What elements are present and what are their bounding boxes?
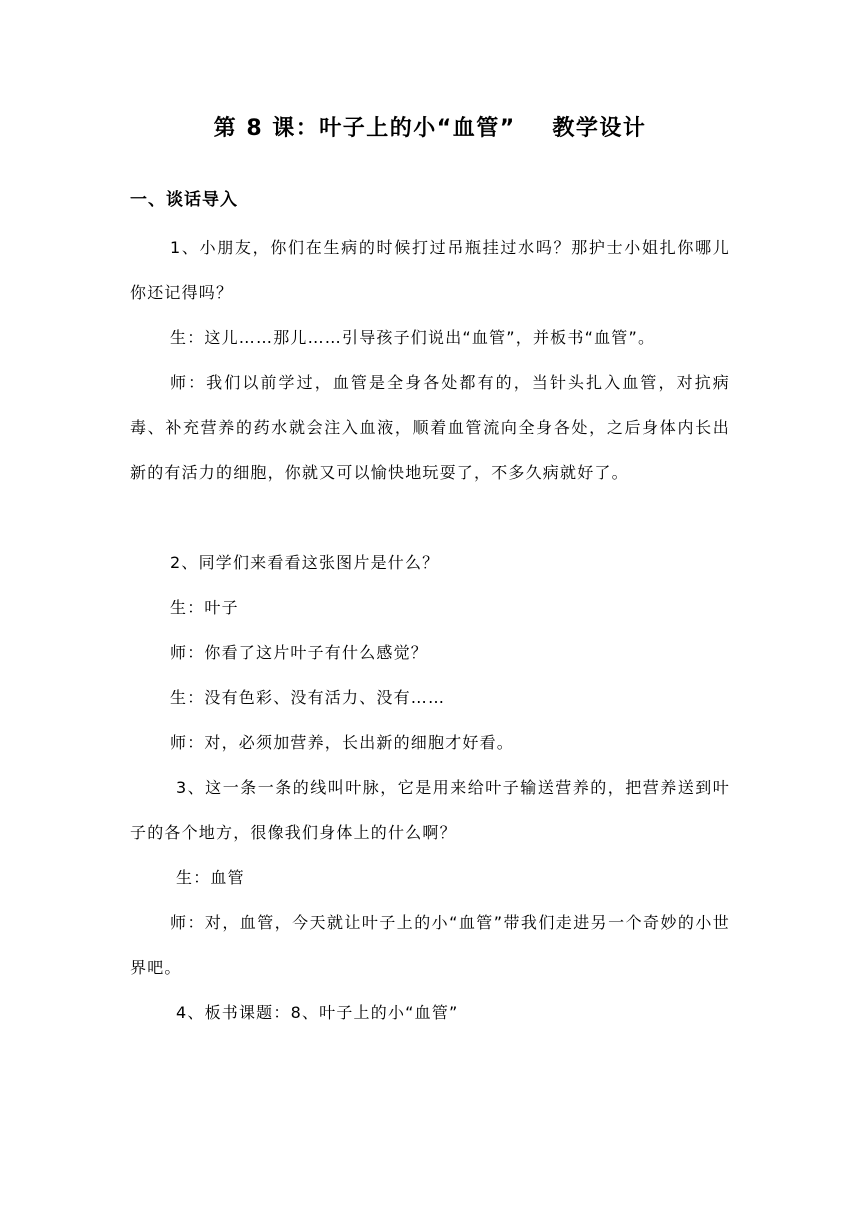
paragraph-teacher-reply: 师：对，必须加营养，长出新的细胞才好看。	[170, 733, 515, 752]
paragraph-question-2: 2、同学们来看看这张图片是什么？	[170, 553, 440, 572]
paragraph-student-answer-1: 生：这儿……那儿……引导孩子们说出“血管”，并板书“血管”。	[170, 328, 656, 347]
document-title: 第 8 课：叶子上的小“血管” 教学设计	[213, 116, 647, 141]
paragraph-teacher-question: 师：你看了这片叶子有什么感觉？	[170, 643, 429, 662]
paragraph-blackboard-title: 4、板书课题：8、叶子上的小“血管”	[176, 1003, 459, 1022]
paragraph-question-1: 1、小朋友，你们在生病的时候打过吊瓶挂过水吗？那护士小姐扎你哪儿你还记得吗？	[130, 238, 730, 302]
paragraph-question-3: 3、这一条一条的线叫叶脉，它是用来给叶子输送营养的，把营养送到叶子的各个地方，很像我们身体上的什么啊？	[130, 778, 730, 842]
section-heading: 一、谈话导入	[130, 190, 238, 210]
paragraph-student-answer-4: 生：血管	[176, 868, 245, 887]
paragraph-teacher-explanation-1: 师：我们以前学过，血管是全身各处都有的，当针头扎入血管，对抗病毒、补充营养的药水就会注入血液，顺着血管流向全身各处，之后身体内长出新的有活力的细胞，你就又可以愉快地玩耍了，不多久病就好了。	[130, 373, 730, 482]
paragraph-student-answer-3: 生：没有色彩、没有活力、没有……	[170, 688, 446, 707]
paragraph-teacher-intro: 师：对，血管，今天就让叶子上的小“血管”带我们走进另一个奇妙的小世界吧。	[130, 913, 730, 977]
paragraph-student-answer-2: 生：叶子	[170, 598, 239, 617]
